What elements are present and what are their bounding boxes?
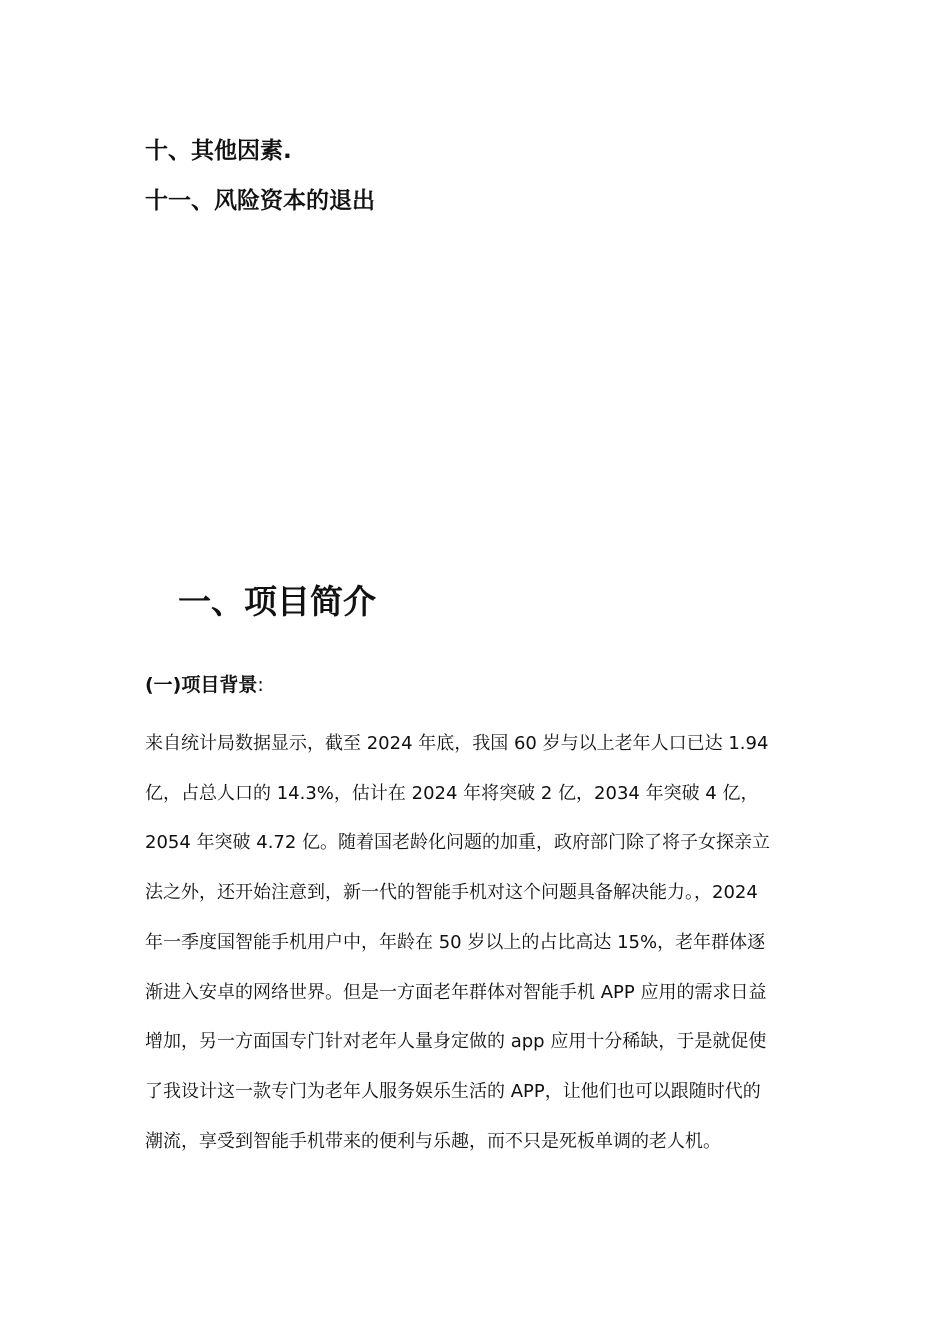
subsection-heading-text: (一)项目背景: [145, 674, 258, 696]
paragraph-line: 法之外，还开始注意到，新一代的智能手机对这个问题具备解决能力。，2024: [145, 882, 758, 903]
paragraph-line: 渐进入安卓的网络世界。但是一方面老年群体对智能手机 APP 应用的需求日益: [145, 982, 767, 1003]
section-title: 一、项目简介: [178, 582, 376, 621]
paragraph-line: 了我设计这一款专门为老年人服务娱乐生活的 APP，让他们也可以跟随时代的: [145, 1081, 761, 1102]
paragraph-line: 年一季度国智能手机用户中，年龄在 50 岁以上的占比高达 15%，老年群体逐: [145, 932, 766, 953]
toc-item-other-factors: 十、其他因素.: [145, 138, 292, 164]
subsection-heading-suffix: :: [257, 674, 264, 696]
paragraph-line: 亿，占总人口的 14.3%，估计在 2024 年将突破 2 亿，2034 年突破 4 亿，: [145, 783, 759, 804]
paragraph-line: 潮流，享受到智能手机带来的便利与乐趣，而不只是死板单调的老人机。: [145, 1131, 721, 1152]
toc-item-venture-capital-exit: 十一、风险资本的退出: [145, 188, 375, 214]
paragraph-line: 来自统计局数据显示，截至 2024 年底，我国 60 岁与以上老年人口已达 1.94: [145, 733, 769, 754]
paragraph-line: 增加，另一方面国专门针对老年人量身定做的 app 应用十分稀缺，于是就促使: [145, 1031, 767, 1052]
paragraph-line: 2054 年突破 4.72 亿。随着国老龄化问题的加重，政府部门除了将子女探亲立: [145, 832, 771, 853]
subsection-heading: [145, 671, 264, 699]
